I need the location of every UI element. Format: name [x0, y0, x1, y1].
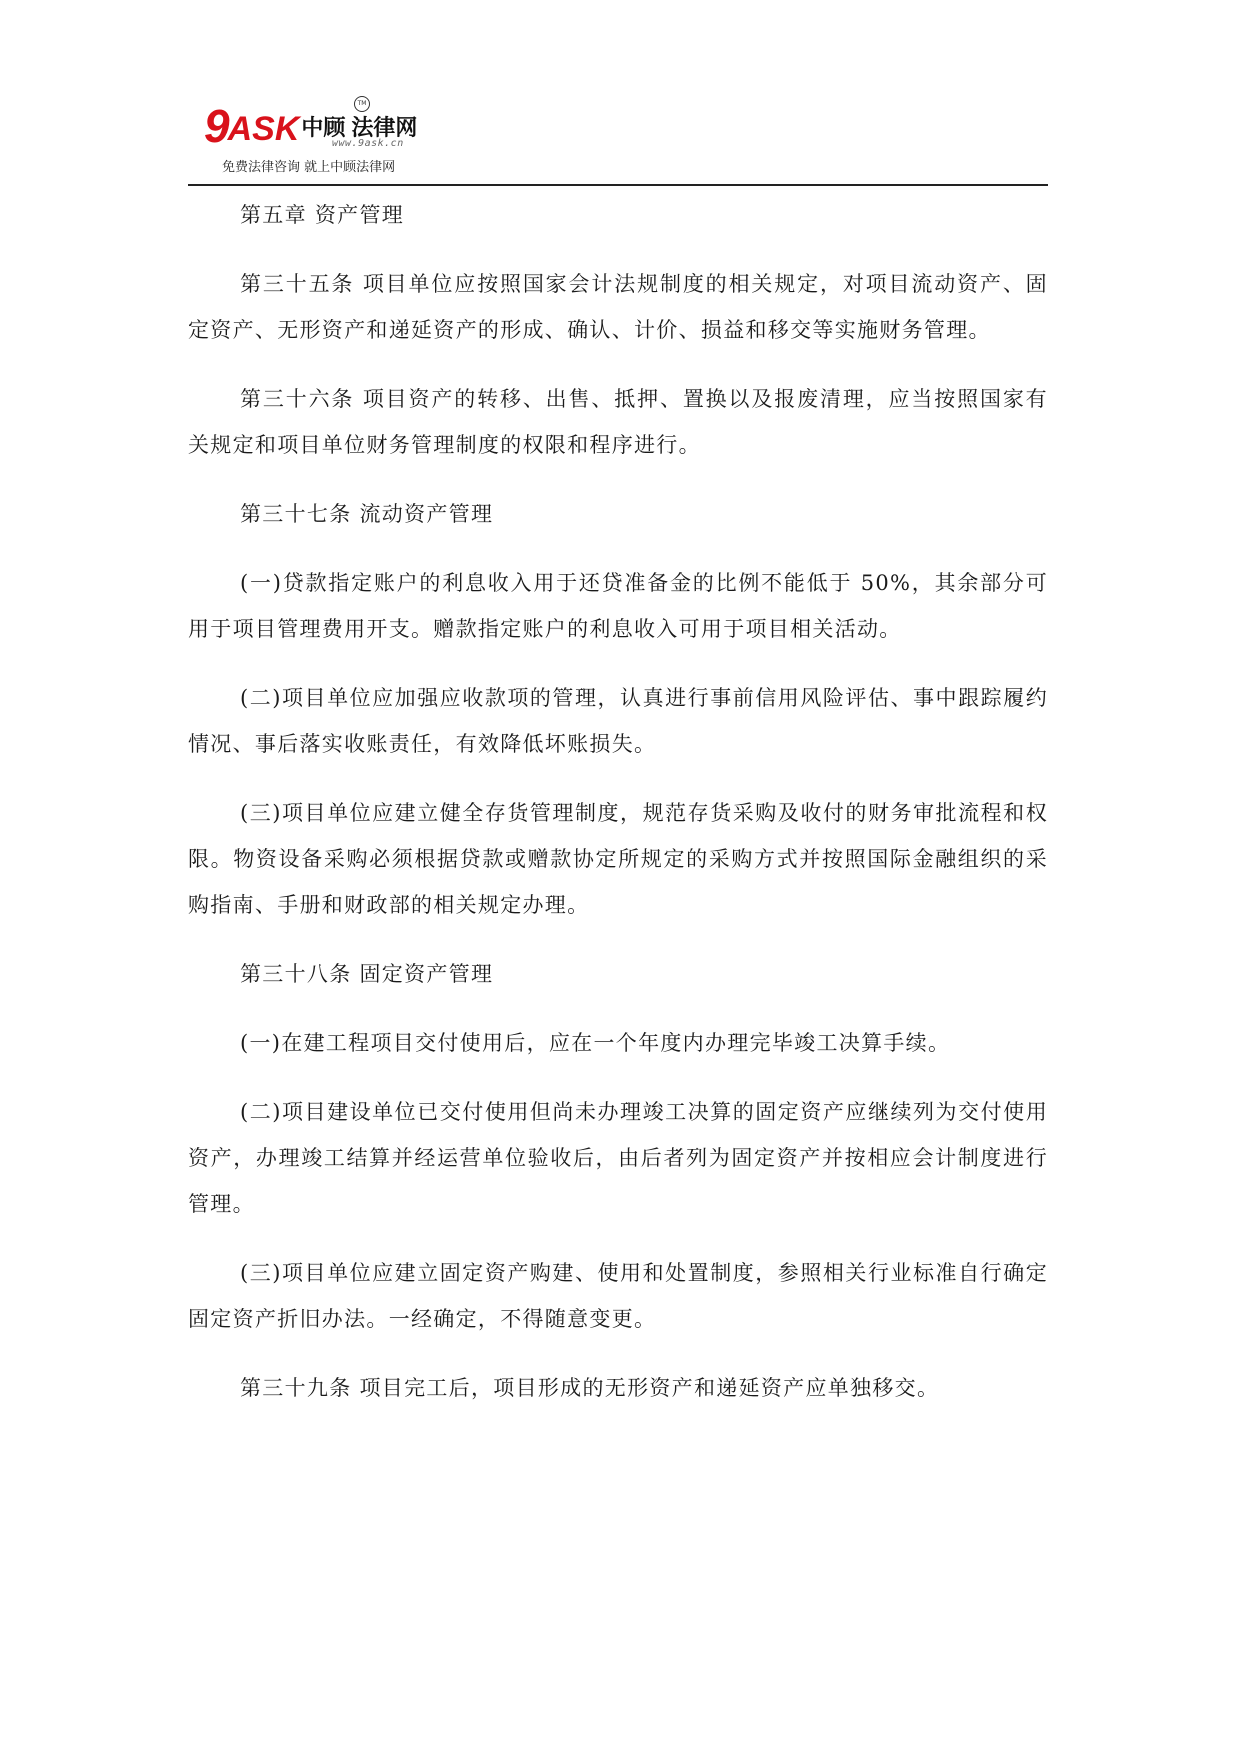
- logo-url: www.9ask.cn: [332, 138, 404, 149]
- article-38-item-3: (三)项目单位应建立固定资产购建、使用和处置制度，参照相关行业标准自行确定固定资产折旧办法。一经确定，不得随意变更。: [188, 1261, 1048, 1331]
- logo-ask: ASK: [227, 110, 300, 148]
- logo-tagline: 免费法律咨询 就上中顾法律网: [222, 160, 396, 175]
- article-38-item-1: (一)在建工程项目交付使用后，应在一个年度内办理完毕竣工决算手续。: [240, 1031, 951, 1055]
- page-header: [188, 92, 1048, 184]
- article-37-heading: 第三十七条 流动资产管理: [240, 502, 494, 526]
- article-35: 第三十五条 项目单位应按照国家会计法规制度的相关规定，对项目流动资产、固定资产、无形资产和递延资产的形成、确认、计价、损益和移交等实施财务管理。: [188, 272, 1048, 342]
- article-37-item-3: (三)项目单位应建立健全存货管理制度，规范存货采购及收付的财务审批流程和权限。物资设备采购必须根据贷款或赠款协定所规定的采购方式并按照国际金融组织的采购指南、手册和财政部的相关规定办理。: [188, 801, 1048, 917]
- article-38-item-2: (二)项目建设单位已交付使用但尚未办理竣工决算的固定资产应继续列为交付使用资产，办理竣工结算并经运营单位验收后，由后者列为固定资产并按相应会计制度进行管理。: [188, 1100, 1048, 1216]
- logo-site-name: 法律网: [351, 116, 418, 141]
- trademark-icon: TM: [354, 96, 370, 112]
- article-37-item-1: (一)贷款指定账户的利息收入用于还贷准备金的比例不能低于 50%，其余部分可用于项目管理费用开支。赠款指定账户的利息收入可用于项目相关活动。: [188, 571, 1048, 641]
- site-logo[interactable]: [204, 92, 444, 184]
- article-38-heading: 第三十八条 固定资产管理: [240, 962, 494, 986]
- chapter-heading: 第五章 资产管理: [240, 203, 405, 227]
- header-divider: [188, 184, 1048, 186]
- article-39: 第三十九条 项目完工后，项目形成的无形资产和递延资产应单独移交。: [240, 1376, 940, 1400]
- document-body: [188, 192, 1048, 1434]
- article-37-item-2: (二)项目单位应加强应收款项的管理，认真进行事前信用风险评估、事中跟踪履约情况、事后落实收账责任，有效降低坏账损失。: [188, 686, 1048, 756]
- article-36: 第三十六条 项目资产的转移、出售、抵押、置换以及报废清理，应当按照国家有关规定和项目单位财务管理制度的权限和程序进行。: [188, 387, 1048, 457]
- logo-brand-name: 中顾: [301, 116, 346, 141]
- logo-nine: 9: [204, 100, 230, 152]
